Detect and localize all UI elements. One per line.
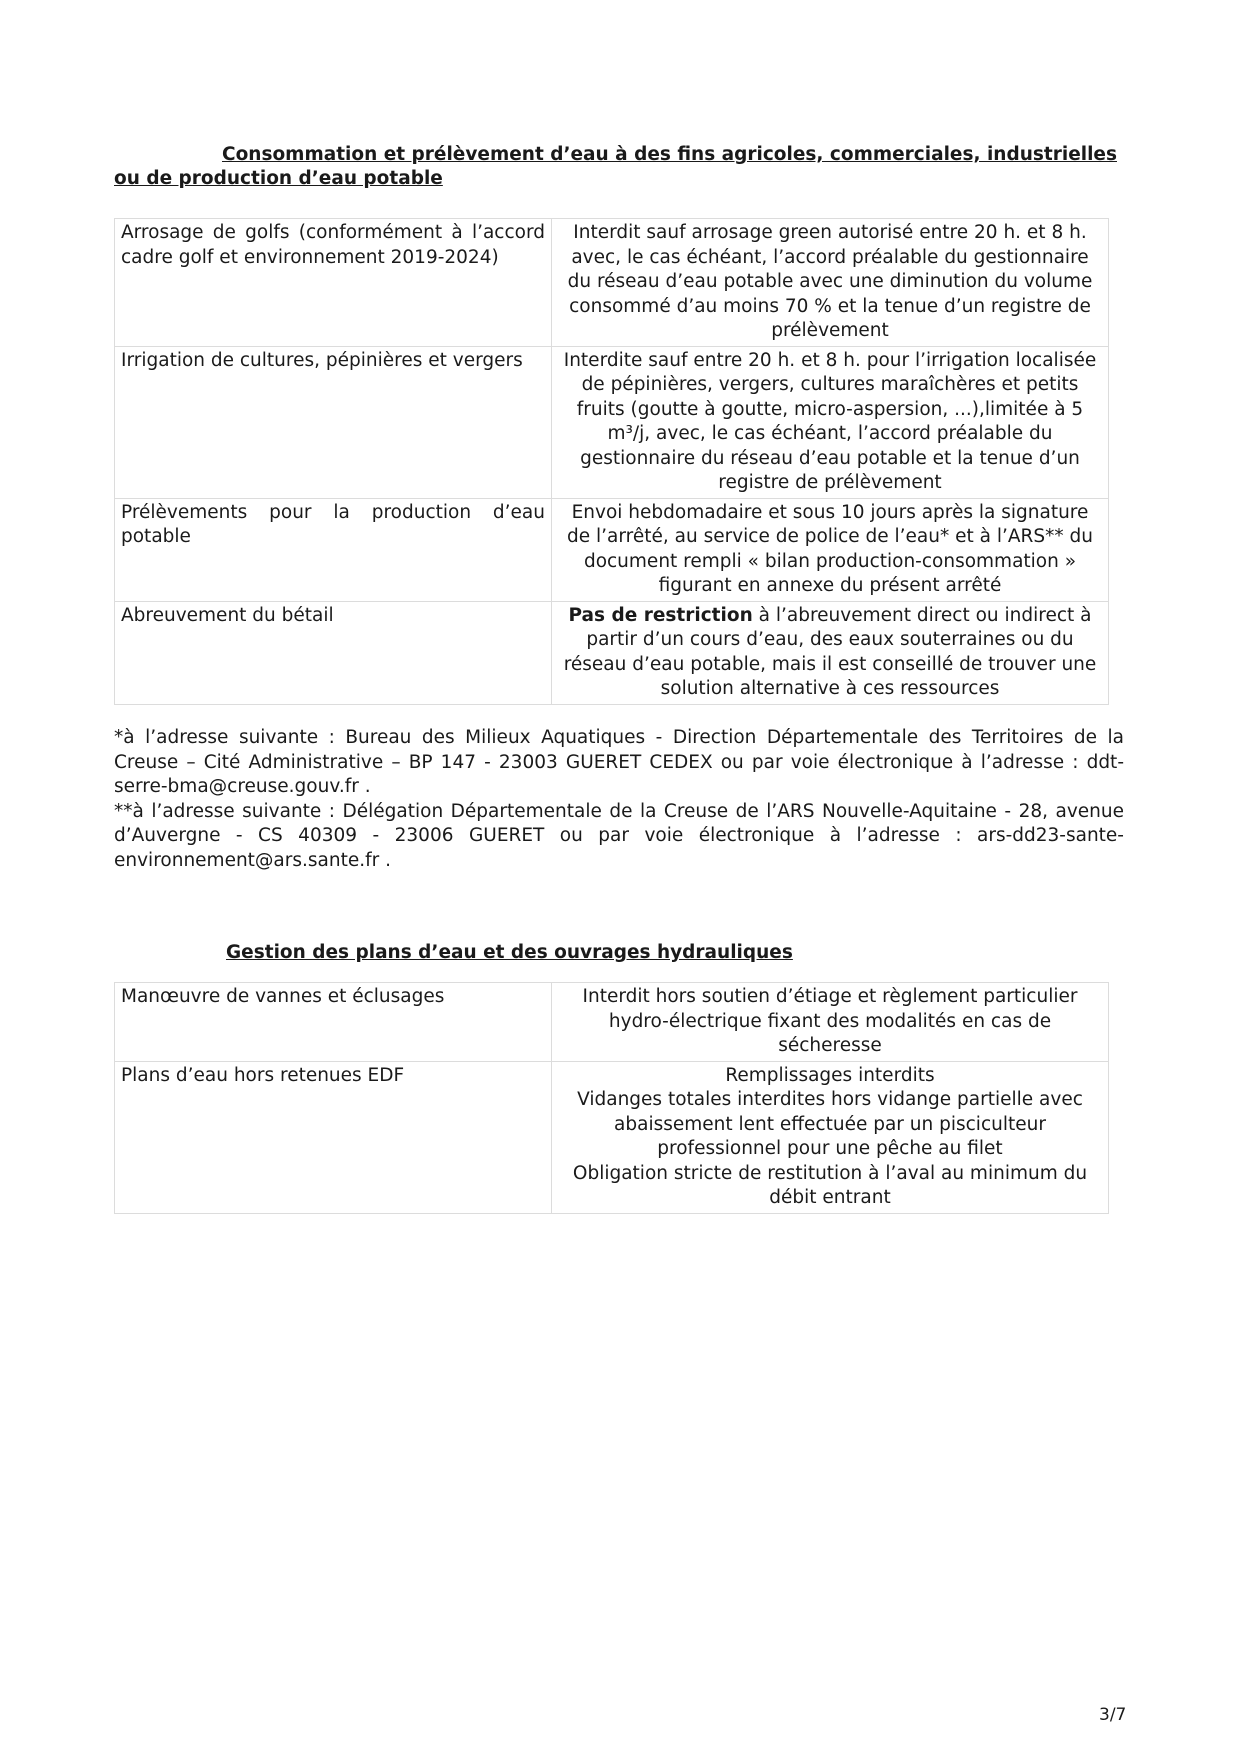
table-row (115, 601, 1109, 704)
rule-cell (552, 219, 1109, 347)
rule-cell (552, 498, 1109, 601)
rule-line: Interdit hors soutien d’étiage et règlement particulier hydro-électrique fixant des modalités en cas de sécheresse (582, 986, 1078, 1056)
rule-text: Envoi hebdomadaire et sous 10 jours après la signature de l’arrêté, au service de police de l’eau* et à l’ARS** du document rempli « bilan production-consommation » figurant en annexe du présent arrêté (567, 501, 1093, 596)
section-title-consommation: Consommation et prélèvement d’eau à des fins agricoles, commerciales, industrielles ou de production d’eau potable (114, 144, 1117, 189)
page-number: 3/7 (1099, 1705, 1127, 1725)
rule-line: Obligation stricte de restitution à l’aval au minimum du débit entrant (572, 1162, 1088, 1208)
table-row (115, 983, 1109, 1062)
usage-cell: Arrosage de golfs (conformément à l’accord cadre golf et environnement 2019-2024) (115, 219, 552, 347)
footnote-police-eau: *à l’adresse suivante : Bureau des Milieux Aquatiques - Direction Départementale des Territoires de la Creuse – Cité Administrative – BP 147 - 23003 GUERET CEDEX ou par voie électronique à l’adresse : ddt-serre-bma@creuse.gouv.fr . (114, 727, 1124, 797)
rule-cell (552, 601, 1109, 704)
table-row (115, 498, 1109, 601)
usage-cell: Irrigation de cultures, pépinières et vergers (115, 346, 552, 498)
rule-line: Remplissages interdits (725, 1064, 935, 1086)
table-consommation (114, 218, 1109, 705)
rule-cell (552, 983, 1109, 1062)
rule-line: Vidanges totales interdites hors vidange partielle avec abaissement lent effectuée par un pisciculteur professionnel pour une pêche au filet (577, 1089, 1083, 1159)
table-plans-eau (114, 982, 1109, 1214)
rule-text: Interdite sauf entre 20 h. et 8 h. pour l’irrigation localisée de pépinières, vergers, cultures maraîchères et petits fruits (goutte à goutte, micro-aspersion, ...),limitée à 5 m³/j, avec, le cas échéant, l’accord préalable du gestionnaire du réseau d’eau potable et la tenue d’un registre de prélèvement (563, 349, 1097, 493)
footnotes (114, 726, 1124, 873)
usage-cell: Abreuvement du bétail (115, 601, 552, 704)
table-row (115, 346, 1109, 498)
rule-cell (552, 346, 1109, 498)
table-row (115, 1061, 1109, 1213)
rule-bold-text: Pas de restriction (568, 604, 753, 626)
usage-cell: Plans d’eau hors retenues EDF (115, 1061, 552, 1213)
usage-cell: Manœuvre de vannes et éclusages (115, 983, 552, 1062)
table-row (115, 219, 1109, 347)
rule-text: Interdit sauf arrosage green autorisé entre 20 h. et 8 h. avec, le cas échéant, l’accord préalable du gestionnaire du réseau d’eau potable avec une diminution du volume consommé d’au moins 70 % et la tenue d’un registre de prélèvement (567, 222, 1093, 341)
rule-text: à l’abreuvement direct ou indirect à partir d’un cours d’eau, des eaux souterraines ou du réseau d’eau potable, mais il est conseillé de trouver une solution alternative à ces ressources (563, 604, 1097, 699)
section-title-plans-eau: Gestion des plans d’eau et des ouvrages hydrauliques (226, 942, 793, 963)
usage-cell: Prélèvements pour la production d’eau potable (115, 498, 552, 601)
rule-cell (552, 1061, 1109, 1213)
footnote-ars: **à l’adresse suivante : Délégation Départementale de la Creuse de l’ARS Nouvelle-Aquitaine - 28, avenue d’Auvergne - CS 40309 - 23006 GUERET ou par voie électronique à l’adresse : ars-dd23-sante-environnement@ars.sante.fr . (114, 800, 1124, 871)
